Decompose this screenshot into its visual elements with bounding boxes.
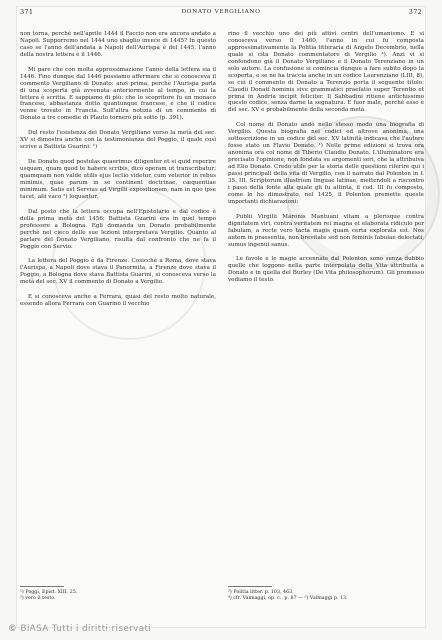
footnotes-right — [228, 590, 424, 602]
running-title: DONATO VERGILIANO — [181, 9, 261, 15]
page-header — [16, 6, 426, 18]
footnote: ¹) Poggi, Epist. XIII, 25. — [20, 590, 78, 595]
scanned-book-page — [16, 6, 426, 628]
paragraph: Le favole e le magie accennate dal Polenton sono senza dubbio quelle che leggono nella parte interpolata della Vita attribuita a Donato e in quella del Burley (De Vita philosophorum). Gli promesso vediamo il testo. — [228, 256, 424, 284]
copyright-footer — [8, 624, 151, 634]
paragraph: Dal posto che la lettera occupa nell'Epistolario e dal codice è della prima metà del 1456; Battista Guarini era in quel tempo professore a Bologna. Egli domanda un Donato probabilmente perchè nel cieco delle sue lezioni interpretava Vergilio. Quanto al parlare del Donato Vergiliano, risulta dal confronto che ne fa il Poggio con Servio. — [20, 208, 216, 250]
quotation-paragraph: Publii Virgilii Maronis Mantuani vitam a plerisque contra dignitatem viri, contra veritatem rei magna et elaborata ridiculo per fabulam, a recte vero tacta magis quam certa explorata est. Nos autem in praesentia, non brevitate sed non feminis fabulae delectati, sumus ingenui sanus. — [228, 213, 424, 248]
right-text-column — [228, 24, 424, 292]
paragraph: Mi pare che con molta approssimazione l'anno della lettera sia il 1446. Fino dunque dal 1446 possiamo affermare che si conosceva il commento Vergiliano di Donato: anzi prima, perchè l'Aurispa parla di una scoperta già avvenuta anteriormente al tempo, in cui la lettera è scritta. E sappiamo di più: che lo scopritore fu un monaco francese, abbastanza dotto quantunque francese, e che il codice venne trovato in Francia. Sull'altra notizia di un commento di Donato a tre comedie di Plauto tornerò più sotto (p. 391). — [20, 66, 216, 122]
page-number-right: 372 — [408, 8, 422, 16]
footnotes-left — [20, 590, 216, 602]
paragraph: Del resto l'esistenza dei Donato Vergiliano verso la metà del sec. XV si dimostra anche con la testimonianza del Poggio, il quale così scrive a Battista Guarini: ¹) — [20, 130, 216, 151]
paragraph: Col nome di Donato andò nello stesso modo una biografia di Vergilio. Questa biografia nei codici ed altrove anonima, una sottoscrizione in un codice del sec. XV latinità indicava che l'autore fosse stato un Flavio Donato. ¹) Nelle prime edizioni si trova ora anonima ora col nome di Tiberio Claudio Donato. L'illuminatore era precisato l'opinione, non fondata su argomenti seri, che la attribuiva ad Elio Donato. Credo utile per la storia delle questioni riferire qui i passi principali della vita di Vergilio, con il narrato dal Polenton in f. 35. III. Scriptorum illustrium linguae latinae, mettendoli a riscontro i passi della fonte alla quale gli fu attinta, il cod. III fu composto, come lo ho dimostrato, nel 1425, il Polenton premette queste importanti dichiarazioni: — [228, 122, 424, 205]
footnote-rule-right — [228, 586, 272, 587]
paragraph: E si conosceva anche a Ferrara, quasi del resto molto naturale, essendo allora Ferrara con Guarino il vecchio — [20, 294, 216, 308]
footnote: ⁴) cfr. Valmaggi, op. c., p. 87 — ⁵) Valmaggi p. 13. — [228, 595, 348, 601]
paragraph: La lettera del Poggio è da Firenze. Cosicchè a Roma, dove stava l'Aurispa, a Napoli dove stava il Panormita, a Firenze dove stava il Poggio, a Bologna dove stava Battista Guarini, si conosceva verso la metà del sec. XV il commento di Donato a Vergilio. — [20, 258, 216, 286]
quotation-paragraph: De Donato quod postulas quaerimus diligenter et si quid reperire usquam, quam quod te habere scribis, dico operam ut transcribatur; quamquam non valde utilis ejus lectio videtur, cum veterior in rebus minimis, quae parum in se continent doctrinae, cæquentiae minimum. Satis est Servius ad Virgilii expositionem, nam in quo ipse tacet, alii vaco ²) loquantur. — [20, 159, 216, 200]
copyright-symbol: © — [8, 624, 18, 634]
copyright-text: BiASA Tutti i diritti riservati — [20, 624, 152, 634]
paragraph: non torna, perchè nell'aprile 1444 il Faccio non era ancora andato a Napoli. Supporremo nel 1444 uno sbaglio invece di 1445? In questo caso se l'anno dell'andata a Napoli dell'Aurispa è del 1445, l'anno della nostra lettera è il 1446. — [20, 30, 216, 58]
paragraph: rino il vecchio uno dei più attivi centri dell'umanismo. E si conosceva verso il 1460, l'anno in cui fu composta approssimativamente la Politia litteraria di Angelo Decembrio, nella quale si cita Donato commentatore di Vergilio ³). Anzi vi si confondono già il Donato Vergiliano e il Donato Terenziano in un solo autore. La confusione si comincia dunque a fare subito dopo la scoperta, e se ne ha traccia anche in un codice Laurenziano (LIII, 8), se cui il commento di Donato a Terenzio porta il seguente titolo: Claudii Donati hominis sive grammatici praefatio super Terentio et prima in Andria incipit feliciter. Il Sabbadini ritiene antichissimo questo codice, senza darne la segnatura. E fuor male, perchè esso è del sec. XV e probabilmente della seconda metà. — [228, 30, 424, 114]
footnote-rule-left — [20, 586, 64, 587]
footnote: ³) Politia litter. p. 103, 463. — [228, 590, 294, 595]
footnote: ²) vero il testo. — [20, 595, 56, 601]
page-number-left: 371 — [20, 8, 34, 16]
left-text-column — [20, 24, 216, 316]
